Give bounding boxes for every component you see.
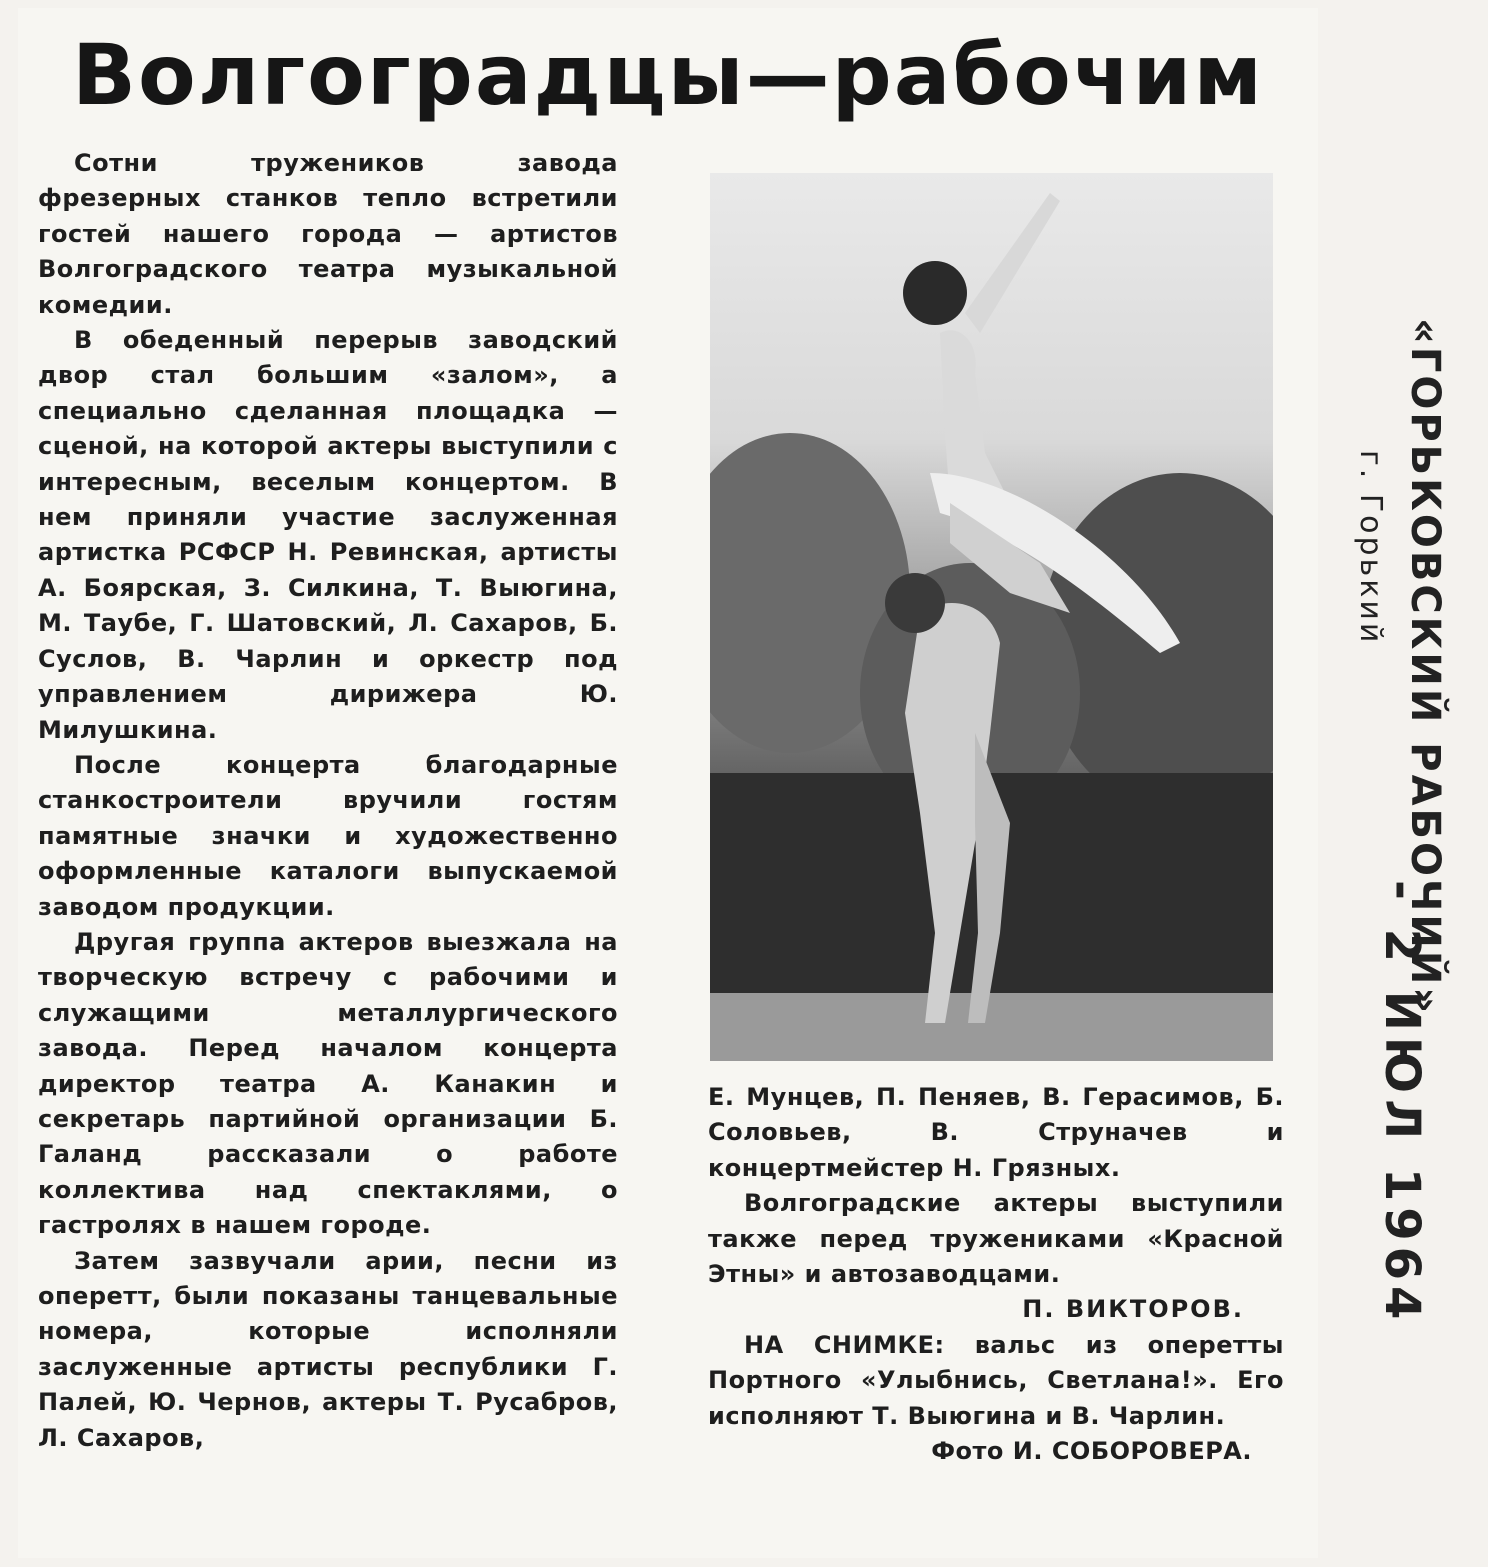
left-text-column <box>38 146 618 1456</box>
paragraph: В обеденный перерыв заводский двор стал большим «залом», а специально сделанная площадка — сценой, на которой актеры выступили с интересным, веселым концертом. В нем приняли участие заслуженная артистка РСФСР Н. Ревинская, артисты А. Боярская, З. Силкина, Т. Выюгина, М. Таубе, Г. Шатовский, Л. Сахаров, Б. Суслов, В. Чарлин и оркестр под управлением дирижера Ю. Милушкина. <box>38 326 618 744</box>
stamp-city: г. Горький <box>1353 450 1388 646</box>
paragraph: После концерта благодарные станкостроители вручили гостям памятные значки и художественно оформленные каталоги выпускаемой заводом продукции. <box>38 750 618 921</box>
article-photo <box>710 173 1273 1061</box>
photo-caption: НА СНИМКЕ: вальс из оперетты Портного «Улыбнись, Светлана!». Его исполняют Т. Выюгина и В. Чарлин. <box>708 1330 1284 1430</box>
paragraph: Затем зазвучали арии, песни из оперетт, были показаны танцевальные номера, которые исполняли заслуженные артисты республики Г. Палей, Ю. Чернов, актеры Т. Русабров, Л. Сахаров, <box>38 1246 618 1452</box>
stamp-paper-name: «ГОРЬКОВСКИЙ РАБОЧИЙ» <box>1402 318 1448 1017</box>
article-headline: Волгоградцы—рабочим <box>72 26 1264 124</box>
newspaper-date-stamp <box>1320 300 1460 1326</box>
right-text-column <box>708 1080 1284 1469</box>
stamp-date: - 2 ИЮЛ 1964 <box>1374 880 1430 1326</box>
paragraph: Е. Мунцев, П. Пеняев, В. Герасимов, Б. Соловьев, В. Струначев и концертмейстер Н. Грязных. <box>708 1083 1284 1182</box>
author-signature: П. ВИКТОРОВ. <box>1022 1295 1244 1324</box>
photo-dancers-illustration <box>710 173 1273 1061</box>
photo-credit: Фото И. СОБОРОВЕРА. <box>931 1437 1252 1466</box>
paragraph: Волгоградские актеры выступили также перед тружениками «Красной Этны» и автозаводцами. <box>708 1189 1284 1289</box>
paragraph: Другая группа актеров выезжала на творческую встречу с рабочими и служащими металлургического завода. Перед началом концерта директор театра А. Канакин и секретарь партийной организации Б. Галанд рассказали о работе коллектива над спектаклями, о гастролях в нашем городе. <box>38 927 618 1240</box>
paragraph: Сотни тружеников завода фрезерных станков тепло встретили гостей нашего города — артистов Волгоградского театра музыкальной комедии. <box>38 149 618 319</box>
